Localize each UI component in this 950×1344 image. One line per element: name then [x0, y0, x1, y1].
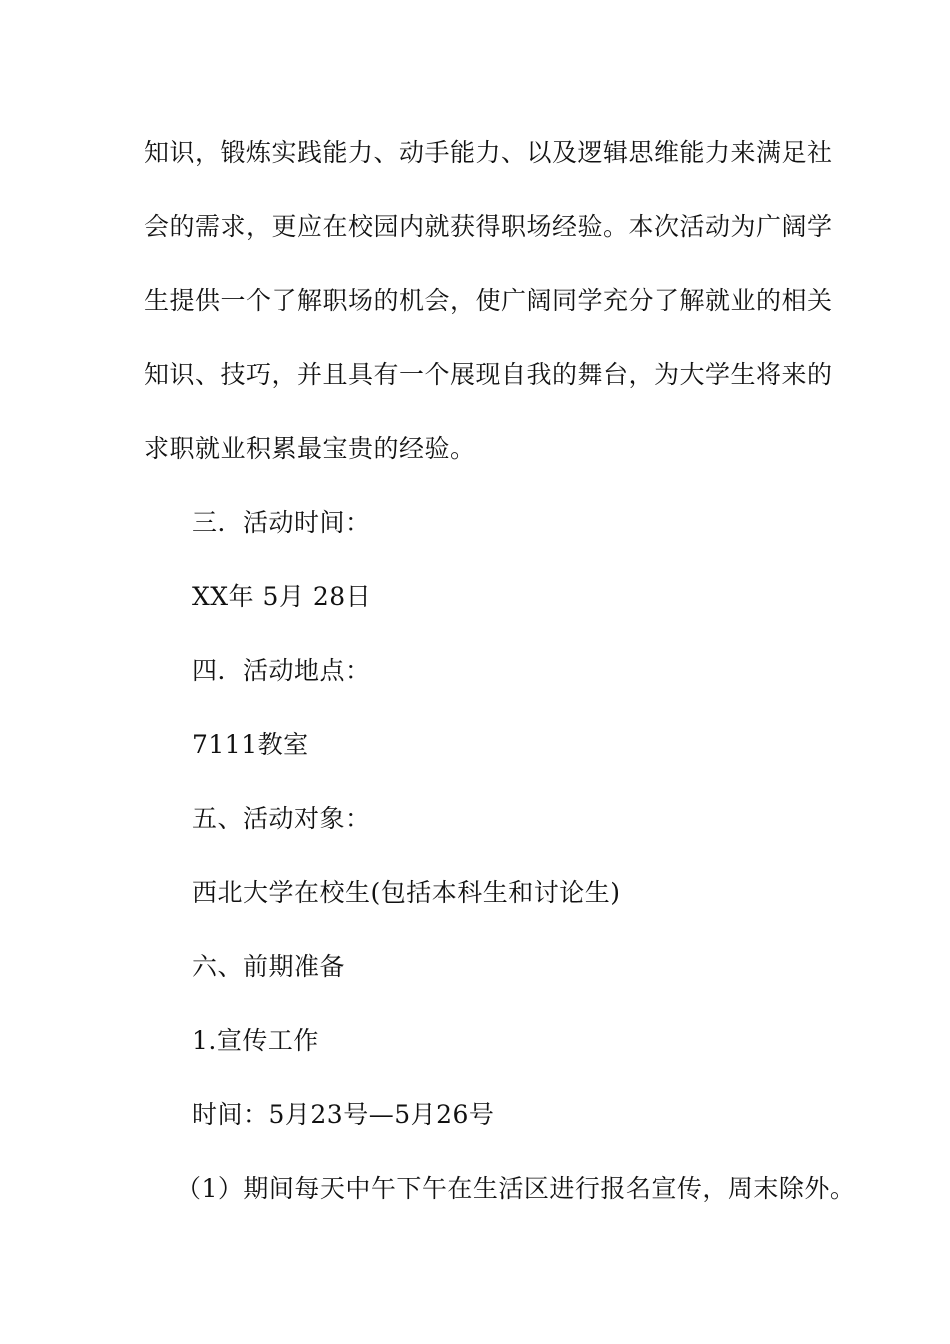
prep-item-time: 时间：5月23号—5月26号: [192, 1100, 495, 1129]
activity-audience: 西北大学在校生(包括本科生和讨论生): [192, 878, 621, 907]
body-text-line: 知识、技巧，并且具有一个展现自我的舞台，为大学生将来的: [144, 360, 833, 389]
activity-place: 7111教室: [192, 730, 309, 759]
activity-date: XX年 5月 28日: [192, 582, 372, 611]
section-heading-preparation: 六、前期准备: [192, 952, 346, 981]
section-heading-place: 四．活动地点：: [192, 656, 371, 685]
body-text-line: 求职就业积累最宝贵的经验。: [144, 434, 476, 463]
body-text-line: 知识，锻炼实践能力、动手能力、以及逻辑思维能力来满足社: [144, 138, 833, 167]
section-heading-audience: 五、活动对象：: [192, 804, 371, 833]
body-text-line: 会的需求，更应在校园内就获得职场经验。本次活动为广阔学: [144, 212, 833, 241]
prep-item-title: 1.宣传工作: [192, 1026, 319, 1055]
prep-item-point: （1）期间每天中午下午在生活区进行报名宣传，周末除外。: [176, 1174, 856, 1203]
body-text-line: 生提供一个了解职场的机会，使广阔同学充分了解就业的相关: [144, 286, 833, 315]
section-heading-time: 三．活动时间：: [192, 508, 371, 537]
